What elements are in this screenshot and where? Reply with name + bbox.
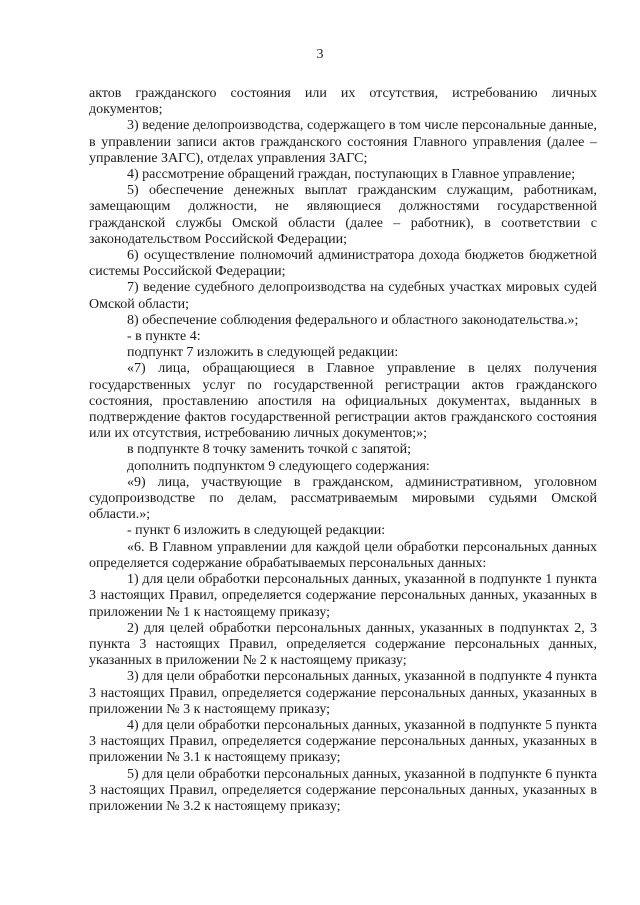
paragraph: 5) для цели обработки персональных данных, указанной в подпункте 6 пункта 3 настоящих Правил, определяется содержание персональных данных, указанных в приложении № 3.2 к настоящему приказу; bbox=[89, 766, 597, 814]
paragraph: 2) для целей обработки персональных данных, указанных в подпунктах 2, 3 пункта 3 настоящих Правил, определяется содержание персональных данных, указанных в приложении № 2 к настоящему приказу; bbox=[89, 620, 597, 669]
paragraph: 3) ведение делопроизводства, содержащего в том числе персональные данные, в управлении записи актов гражданского состояния Главного управления (далее – управление ЗАГС), отделах управления ЗАГС; bbox=[89, 118, 597, 166]
paragraph: 6) осуществление полномочий администратора дохода бюджетов бюджетной системы Российской Федерации; bbox=[89, 248, 597, 280]
paragraph: 3) для цели обработки персональных данных, указанной в подпункте 4 пункта 3 настоящих Правил, определяется содержание персональных данных, указанных в приложении № 3 к настоящему приказу; bbox=[89, 669, 597, 717]
paragraph: дополнить подпунктом 9 следующего содержания: bbox=[127, 458, 430, 474]
paragraph: 4) рассмотрение обращений граждан, поступающих в Главное управление; bbox=[127, 167, 576, 183]
paragraph: 5) обеспечение денежных выплат гражданским служащим, работникам, замещающим должности, не являющиеся должностями государственной гражданской службы Омской области (далее – работник), в соответствии с законодательством Российской Федерации; bbox=[89, 183, 597, 247]
paragraph: «7) лица, обращающиеся в Главное управление в целях получения государственных услуг по государственной регистрации актов гражданского состояния, проставлению апостиля на официальных документах, выданных в подтверждение фактов государственной регистрации актов гражданского состояния или их отсутствия, истребованию личных документов;»; bbox=[89, 361, 597, 442]
paragraph: 4) для цели обработки персональных данных, указанной в подпункте 5 пункта 3 настоящих Правил, определяется содержание персональных данных, указанных в приложении № 3.1 к настоящему приказу; bbox=[89, 717, 597, 766]
page-number: 3 bbox=[316, 47, 324, 62]
paragraph: актов гражданского состояния или их отсутствия, истребованию личных документов; bbox=[89, 86, 597, 118]
paragraph: 7) ведение судебного делопроизводства на судебных участках мировых судей Омской области; bbox=[89, 280, 597, 312]
paragraph: «6. В Главном управлении для каждой цели обработки персональных данных определяется содержание обрабатываемых персональных данных: bbox=[89, 539, 597, 571]
paragraph: подпункт 7 изложить в следующей редакции: bbox=[127, 345, 399, 361]
paragraph: 1) для цели обработки персональных данных, указанной в подпункте 1 пункта 3 настоящих Правил, определяется содержание персональных данных, указанных в приложении № 1 к настоящему приказу; bbox=[89, 572, 597, 620]
paragraph: 8) обеспечение соблюдения федерального и областного законодательства.»; bbox=[127, 312, 579, 328]
paragraph: - в пункте 4: bbox=[127, 329, 201, 345]
paragraph: - пункт 6 изложить в следующей редакции: bbox=[127, 523, 386, 539]
paragraph: «9) лица, участвующие в гражданском, административном, уголовном судопроизводстве по делам, рассматриваемым мировыми судьями Омской области.»; bbox=[89, 474, 597, 523]
paragraph: в подпункте 8 точку заменить точкой с запятой; bbox=[127, 442, 411, 458]
document-body bbox=[89, 86, 597, 815]
